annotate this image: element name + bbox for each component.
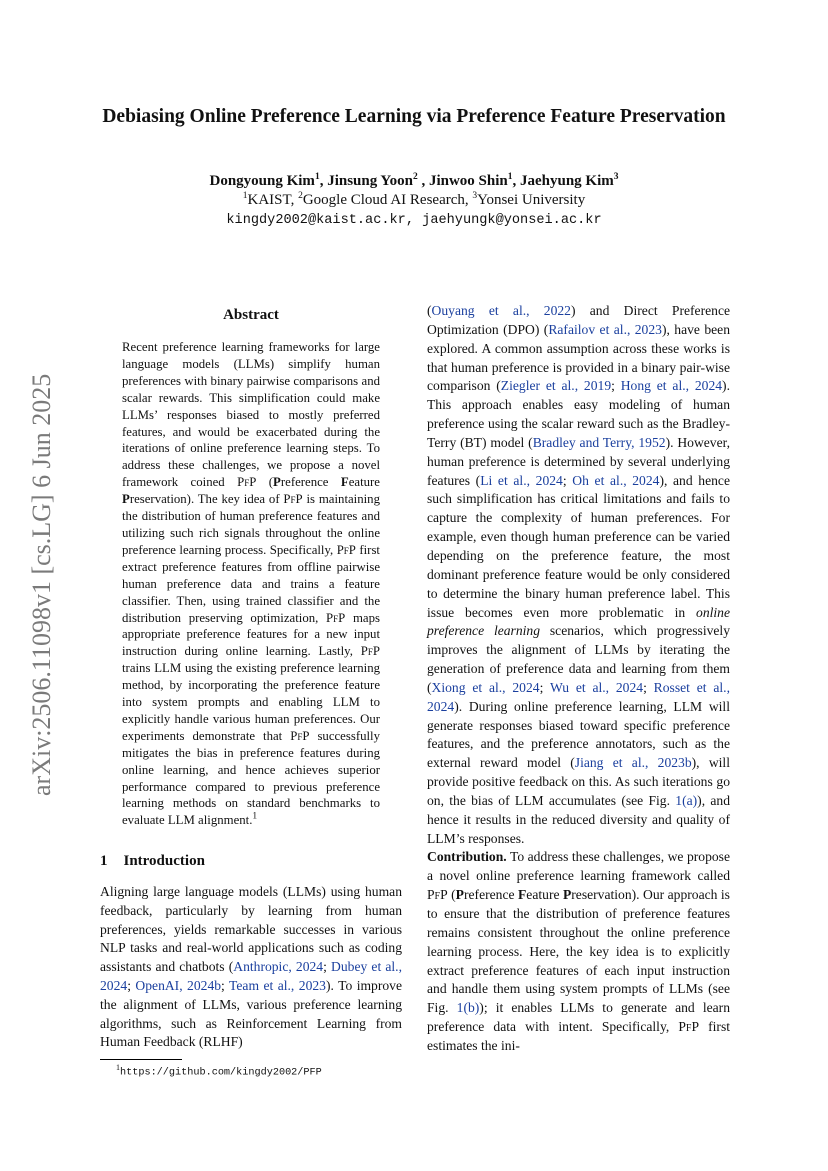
citation-link[interactable]: Team et al., 2023 — [229, 977, 326, 993]
abstract-text: first extract preference features from offline pairwise human preference data and trains a feature classifier. Then, using trained classifier and the distribution preserving optimization, — [122, 542, 380, 625]
abstract-text: reservation). The key idea of — [129, 492, 284, 507]
author-2: Jinsung Yoon — [327, 173, 413, 189]
citation-link[interactable]: Anthropic, 2024 — [233, 959, 324, 975]
abstract-text: trains LLM using the existing preference learning method, by incorporating the preference feature into system prompts and enabling LLM to explicitly handle various human preferences. Our experiments demonstrate that — [122, 661, 380, 743]
abstract-text: eature — [348, 475, 380, 490]
paragraph-heading: Contribution. — [427, 849, 507, 865]
method-name: PfP — [336, 542, 356, 557]
citation-link[interactable]: Ouyang et al., 2022 — [431, 303, 571, 318]
author-3: Jinwoo Shin — [428, 173, 508, 189]
body-text: ; — [611, 378, 621, 394]
acronym-letter: F — [340, 475, 349, 490]
abstract-text: is maintaining the distribution of human preference features and utilizing such rich signals throughout the online preference learning process. Specifically, — [122, 492, 380, 557]
intro-text: Aligning large language models (LLMs) using human feedback, particularly by learning from human preferences, yields remarkable successes in various NLP tasks and real-world applications such as coding assistants and chatbots ( — [100, 884, 402, 975]
footnote-link[interactable]: 1 — [252, 812, 258, 823]
citation-link[interactable]: Bradley and Terry, 1952 — [532, 434, 666, 450]
body-text: reservation). Our approach is to ensure that the distribution of preference features remains consistent throughout the online preference learning process. Here, the key idea is to explicitly extract preference features of each input instruction and handle them using system prompts of LLMs (see Fig. — [427, 887, 730, 1016]
citation-link[interactable]: Rosset et al., 2024 — [427, 679, 730, 714]
intro-text: ). To improve the alignment of LLMs, various preference learning algorithms, such as Reinforcement Learning from Human Feedback (RLHF) — [100, 977, 402, 1050]
author-1-affiliation: 1 — [314, 172, 320, 182]
body-text: ). During online preference learning, LLM will generate responses biased toward specific preference features, and the preference annotators, such as the external reward model ( — [427, 698, 730, 771]
citation-link[interactable]: Li et al., 2024 — [480, 472, 563, 488]
paragraph-contribution — [427, 848, 730, 1055]
introduction-body — [100, 883, 402, 1052]
method-name: PfP — [678, 1019, 700, 1035]
affiliation-3-mark: 3 — [472, 191, 478, 201]
footnote-mark: 1 — [116, 1063, 120, 1072]
method-name: PfP — [326, 610, 346, 625]
acronym-letter: F — [517, 887, 527, 903]
abstract-body — [122, 339, 380, 829]
citation-link[interactable]: Hong et al., 2024 — [620, 378, 723, 394]
arxiv-identifier: arXiv:2506.11098v1 [cs.LG] 6 Jun 2025 — [27, 373, 56, 797]
footnote-url[interactable]: https://github.com/kingdy2002/PFP — [120, 1067, 322, 1079]
body-text: scenarios, which progressively improves the alignment of LLMs by iterating the generation of preference data and learning from them ( — [427, 623, 730, 695]
section-number: 1 — [100, 853, 108, 869]
intro-text: ; — [127, 977, 136, 993]
citation-link[interactable]: Oh et al., 2024 — [572, 472, 660, 488]
affiliation-3: Yonsei University — [477, 192, 586, 208]
body-text: ( — [427, 303, 432, 318]
body-text: ); it enables LLMs to generate and learn preference data with intent. Specifically, — [427, 1000, 730, 1035]
abstract-heading: Abstract — [223, 307, 279, 323]
citation-link[interactable]: Wu et al., 2024 — [549, 679, 644, 695]
body-text: ), will provide positive feedback on this. As such iterations go on, the bias of LLM accumulates (see Fig. — [427, 755, 730, 808]
paper-title: Debiasing Online Preference Learning via Preference Feature Preservation — [102, 106, 726, 127]
citation-link[interactable]: OpenAI, 2024b — [135, 977, 222, 993]
method-name: PfP — [290, 728, 310, 743]
citation-link[interactable]: Ziegler et al., 2019 — [500, 378, 612, 394]
citation-link[interactable]: Rafailov et al., 2023 — [548, 321, 662, 337]
affiliation-2-mark: 2 — [298, 191, 303, 201]
body-text: ), and hence such simplification has critical limitations and fails to capture the complexity of human preferences. For example, even though human preference can be varied depending on the preference feature, the most dominant preference feature would be only considered to determine the binary human preference label. This issue becomes even more problematic in — [427, 472, 730, 620]
body-text: first estimates the ini- — [427, 1019, 731, 1053]
body-text: ; — [562, 472, 573, 488]
acronym-letter: P — [455, 887, 464, 903]
method-name: PfP — [360, 644, 380, 659]
section-heading-introduction — [100, 853, 205, 870]
body-text: ). However, human preference is determined by several underlying features ( — [427, 434, 730, 488]
author-names: Dongyoung Kim$^1$, Jinsung Yoon$^2$ , Jinwoo Shin$^1$, Jaehyung Kim$^3$ — [209, 172, 619, 189]
author-4-affiliation: 3 — [613, 172, 619, 182]
author-1: Dongyoung Kim — [209, 173, 315, 189]
section-title: Introduction — [123, 853, 205, 869]
body-text: eature — [526, 887, 563, 903]
abstract-text: maps appropriate preference features for a new input instruction during online learning. Lastly, — [122, 610, 380, 659]
citation-link[interactable]: Jiang et al., 2023b — [574, 755, 692, 771]
abstract-text: ( — [256, 475, 274, 490]
body-text: ( — [447, 887, 456, 903]
body-text: ; — [643, 679, 654, 695]
emphasis-text: online preference learning — [427, 604, 730, 639]
affiliations — [70, 191, 758, 210]
right-column-body — [427, 302, 730, 1056]
citation-link[interactable]: Dubey et al., 2024 — [100, 959, 402, 993]
paragraph — [427, 302, 730, 848]
abstract-text: successfully mitigates the bias in preference features during online learning, and hence achieves superior performance compared to previous preference learning methods on standard benchmarks to evaluate LLM alignment. — [122, 728, 380, 828]
footnote-rule — [100, 1059, 182, 1060]
affiliation-2: Google Cloud AI Research, — [302, 192, 473, 208]
method-name: PfP — [283, 492, 303, 507]
acronym-letter: P — [122, 492, 130, 507]
affiliation-1-mark: 1 — [242, 191, 248, 201]
intro-text: ; — [323, 959, 332, 975]
body-text: ) and Direct Preference Optimization (DPO) ( — [427, 303, 731, 337]
method-name: PfP — [427, 887, 448, 903]
body-text: To address these challenges, we propose a novel online preference learning framework called — [427, 849, 730, 884]
body-text: ). This approach enables easy modeling of human preference using the scalar reward such as the Bradley-Terry (BT) model ( — [427, 378, 730, 450]
author-block — [70, 172, 758, 232]
abstract-text: Recent preference learning frameworks for large language models (LLMs) simplify human preferences with binary pairwise comparisons and scalar rewards. This simplification could make LLMs’ responses biased to mostly preferred features, and would be exacerbated during the iterations of online preference learning steps. To address these challenges, we propose a novel framework coined — [122, 340, 380, 490]
figure-link[interactable]: 1(a) — [675, 792, 698, 808]
author-2-affiliation: 2 — [412, 172, 418, 182]
body-text: ; — [539, 679, 550, 695]
author-4: Jaehyung Kim — [519, 173, 614, 189]
figure-link[interactable]: 1(b) — [456, 1000, 480, 1016]
body-text: ), and hence it results in the reduced diversity and quality of LLM’s responses. — [427, 792, 730, 846]
method-name: PfP — [237, 475, 257, 490]
abstract-text: reference — [280, 475, 341, 490]
intro-text: ; — [221, 977, 230, 993]
author-3-affiliation: 1 — [507, 172, 513, 182]
author-emails: kingdy2002@kaist.ac.kr, jaehyungk@yonsei.ac.kr — [226, 213, 602, 228]
acronym-letter: P — [562, 887, 572, 903]
body-text: reference — [463, 887, 518, 903]
footnote — [116, 1063, 322, 1078]
affiliation-1: KAIST, — [247, 192, 299, 208]
citation-link[interactable]: Xiong et al., 2024 — [431, 679, 540, 695]
acronym-letter: P — [273, 475, 281, 490]
body-text: ), have been explored. A common assumption across these works is that human preference is provided in a binary pair-wise comparison ( — [427, 321, 731, 394]
